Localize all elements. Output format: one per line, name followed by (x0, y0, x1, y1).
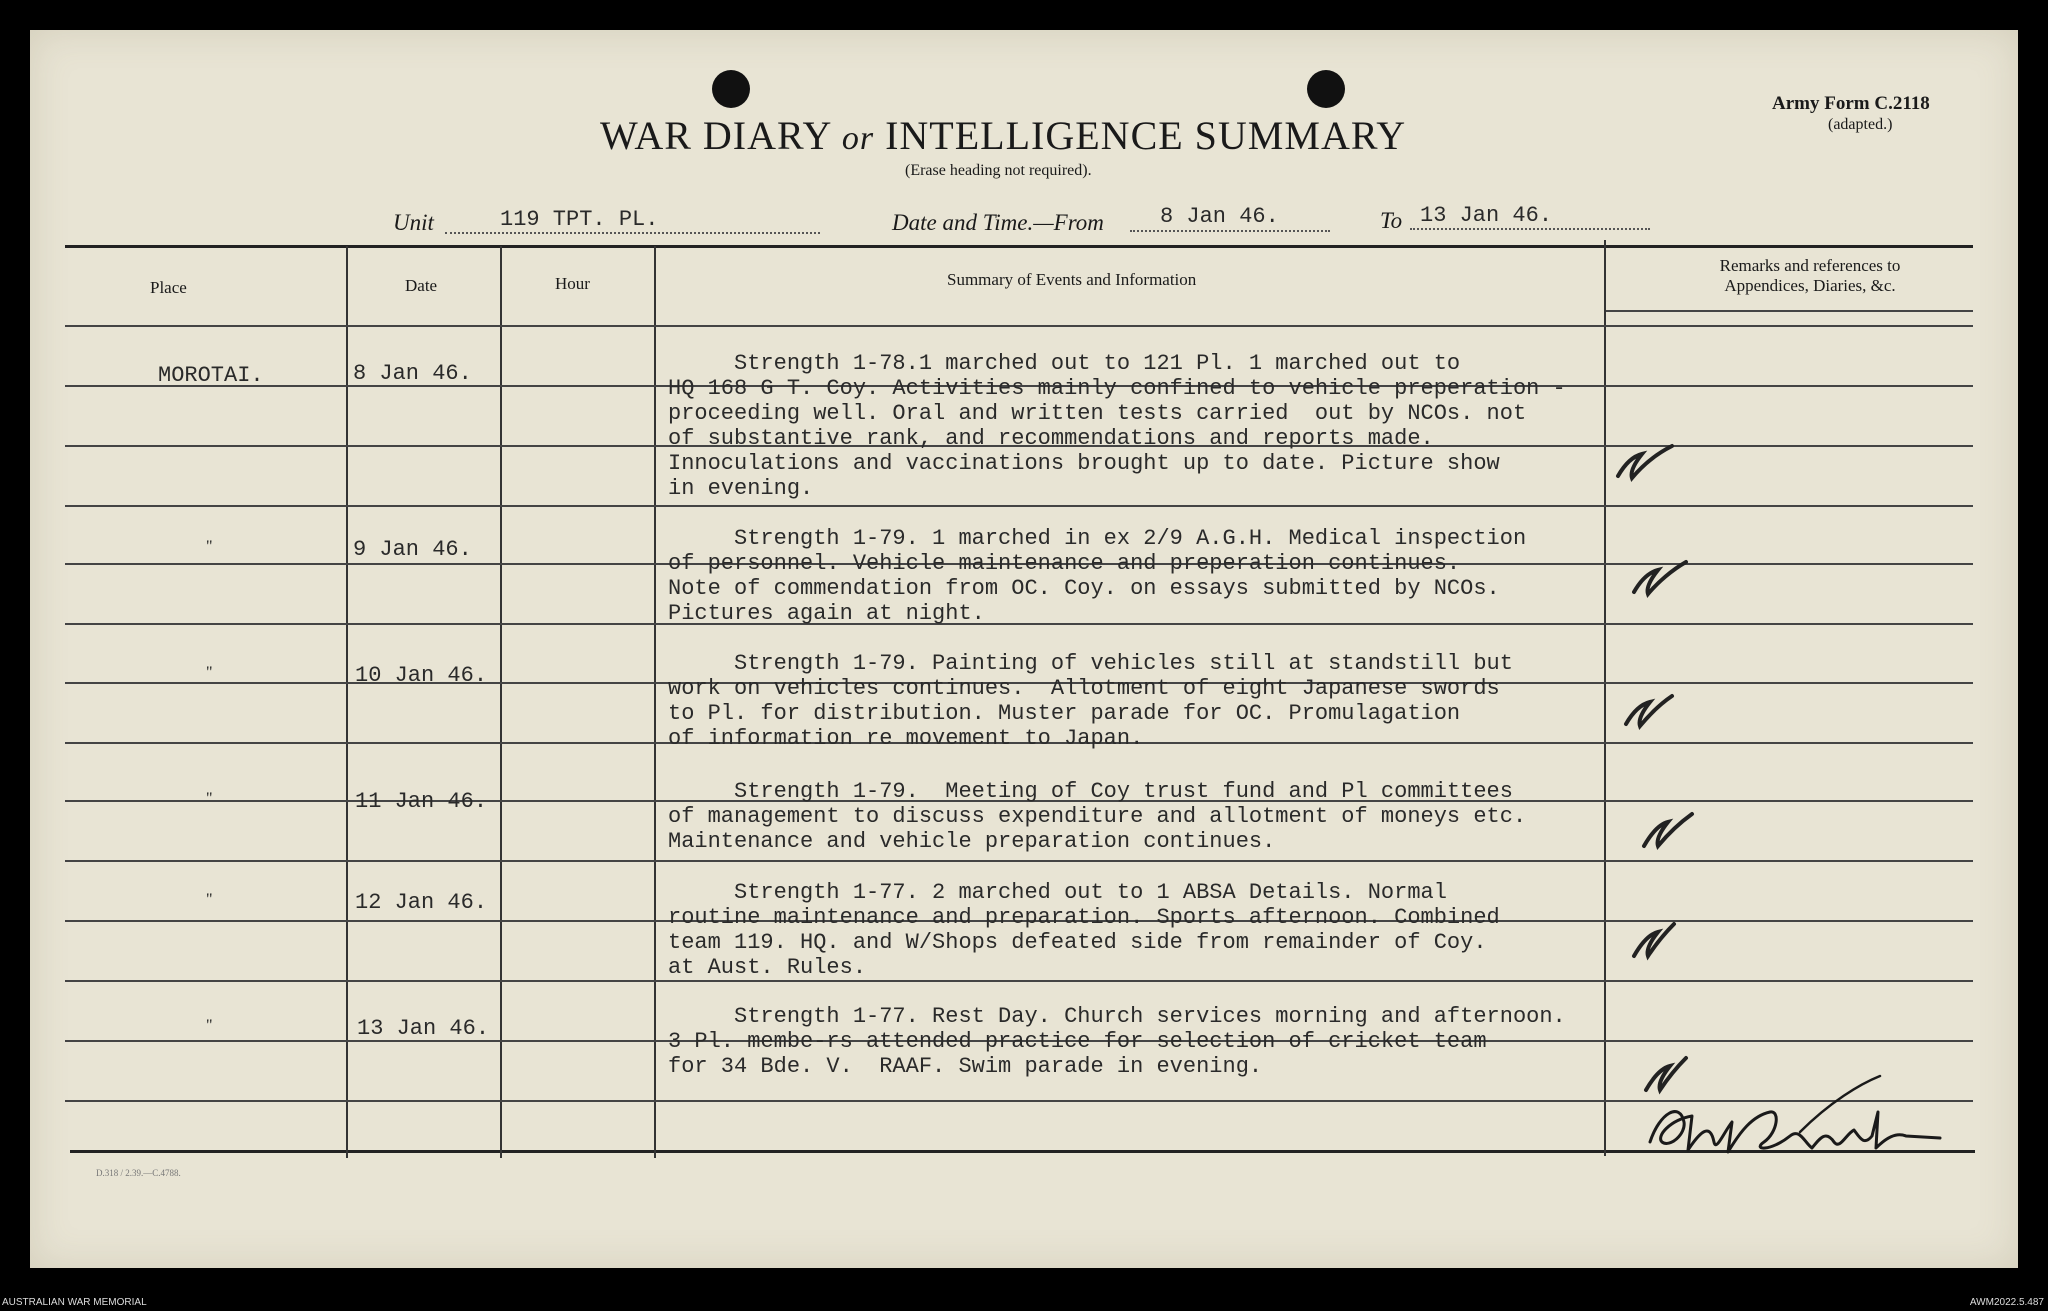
table-top-border (65, 245, 1973, 248)
date-time-label: Date and Time.—From (892, 210, 1104, 235)
header-remarks-line1: Remarks and references to (1719, 256, 1901, 275)
punch-hole-right (1307, 70, 1345, 108)
to-value: 13 Jan 46. (1420, 203, 1553, 228)
header-date: Date (405, 276, 438, 295)
entry-date: 9 Jan 46. (353, 537, 472, 562)
column-divider-date (500, 246, 502, 1158)
entry-summary: Strength 1-78.1 marched out to 121 Pl. 1 marched out to HQ 168 G T. Coy. Activities mainly confined to vehicle preperation - proceeding well. Oral and written tests carried out by NCOs. not of substantive rank, and recommendations and reports made. Innoculations and vaccinations brought up to date. Picture show in evening. (668, 351, 1566, 501)
entry-summary: Strength 1-79. Painting of vehicles still at standstill but work on vehicles continues. Allotment of eight Japanese swords to Pl. for distribution. Muster parade for OC. Promulagation of information re movement to Japan. (668, 651, 1513, 751)
officer-signature (1640, 1072, 1950, 1162)
page-title (600, 112, 1406, 159)
column-divider-hour (654, 246, 656, 1158)
entry-date: 12 Jan 46. (355, 890, 488, 915)
title-war-diary: WAR DIARY (600, 113, 831, 158)
entry-place: MOROTAI. (158, 363, 264, 388)
unit-value: 119 TPT. PL. (500, 207, 659, 232)
entry-date: 11 Jan 46. (355, 789, 488, 814)
check-mark-icon (1620, 688, 1684, 732)
from-dotted-line (1130, 230, 1330, 232)
entry-place-ditto: " (206, 891, 213, 908)
unit-dotted-line (445, 232, 820, 234)
entry-summary: Strength 1-77. 2 marched out to 1 ABSA Details. Normal routine maintenance and preparation. Sports afternoon. Combined team 119. HQ. and W/Shops defeated side from remainder of Coy. at Aust. Rules. (668, 880, 1500, 980)
entry-date: 13 Jan 46. (357, 1016, 490, 1041)
entry-date: 10 Jan 46. (355, 663, 488, 688)
adapted-label: (adapted.) (1828, 116, 1893, 133)
row-rule (1606, 310, 1973, 312)
footer-accession-number: AWM2022.5.487 (1969, 1297, 2044, 1308)
to-dotted-line (1410, 228, 1650, 230)
army-form-label: Army Form C.2118 (1772, 93, 1930, 114)
entry-summary: Strength 1-77. Rest Day. Church services morning and afternoon. 3 Pl. membe-rs attended practice for selection of cricket team for 34 Bde. V. RAAF. Swim parade in evening. (668, 1004, 1566, 1079)
header-summary: Summary of Events and Information (947, 270, 1197, 289)
from-value: 8 Jan 46. (1160, 204, 1279, 229)
entry-place-ditto: " (206, 538, 213, 555)
entry-place-ditto: " (206, 1017, 213, 1034)
check-mark-icon (1628, 918, 1692, 962)
punch-hole-left (712, 70, 750, 108)
entry-place-ditto: " (206, 664, 213, 681)
check-mark-icon (1638, 808, 1702, 852)
entry-date: 8 Jan 46. (353, 361, 472, 386)
check-mark-icon (1628, 556, 1692, 600)
unit-label: Unit (393, 210, 434, 235)
column-divider-place (346, 246, 348, 1158)
row-rule (65, 505, 1973, 507)
header-remarks (1660, 256, 1960, 296)
header-place: Place (150, 278, 187, 297)
to-label: To (1380, 208, 1403, 233)
title-or: or (841, 120, 875, 157)
entry-place-ditto: " (206, 790, 213, 807)
entry-summary: Strength 1-79. 1 marched in ex 2/9 A.G.H. Medical inspection of personnel. Vehicle maintenance and preperation continues. Note of commendation from OC. Coy. on essays submitted by NCOs. Pictures again at night. (668, 526, 1527, 626)
row-rule (65, 325, 1973, 327)
row-rule (65, 860, 1973, 862)
entry-summary: Strength 1-79. Meeting of Coy trust fund and Pl committees of management to discuss expenditure and allotment of moneys etc. Maintenance and vehicle preparation continues. (668, 779, 1527, 854)
header-hour: Hour (555, 274, 590, 293)
header-remarks-line2: Appendices, Diaries, &c. (1724, 276, 1896, 295)
erase-note: (Erase heading not required). (905, 162, 1092, 179)
check-mark-icon (1612, 440, 1676, 484)
print-code: D.318 / 2.39.—C.4788. (96, 1168, 181, 1178)
footer-credit: AUSTRALIAN WAR MEMORIAL (2, 1297, 147, 1308)
title-intelligence-summary: INTELLIGENCE SUMMARY (885, 113, 1407, 158)
row-rule (65, 980, 1973, 982)
